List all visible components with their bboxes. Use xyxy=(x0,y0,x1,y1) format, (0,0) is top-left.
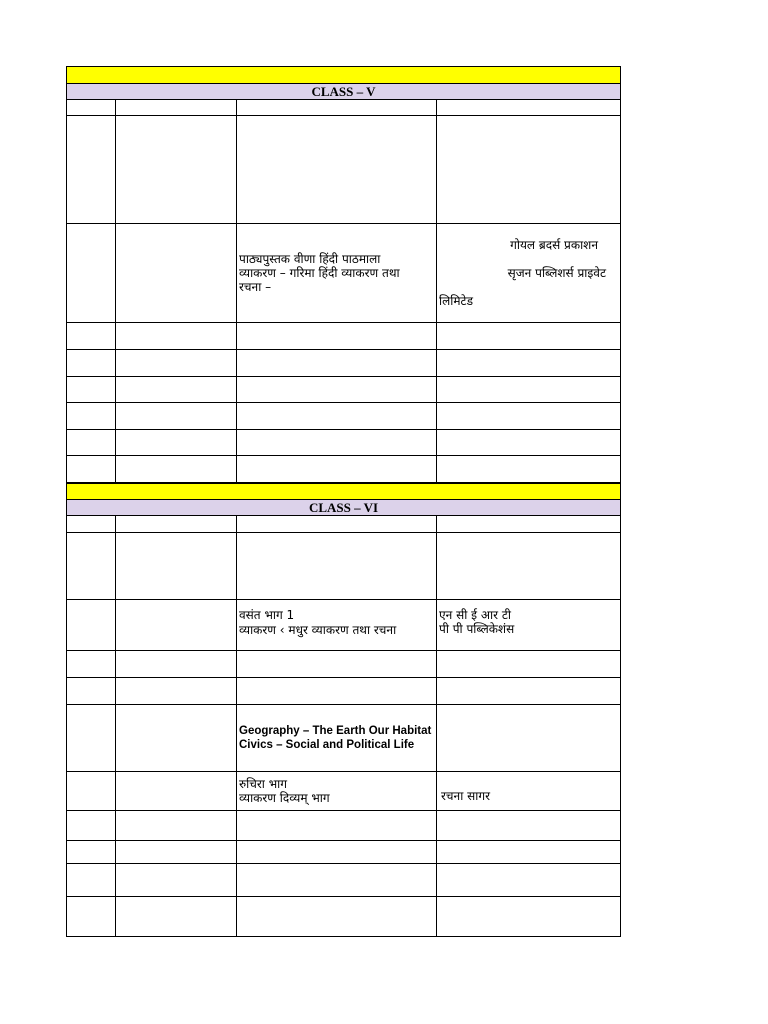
table-cell xyxy=(116,678,237,705)
table-cell xyxy=(67,377,116,403)
table-cell xyxy=(237,430,437,456)
table-row xyxy=(67,864,621,897)
table-cell xyxy=(437,377,621,403)
table-row xyxy=(67,403,621,430)
table-row-hindi xyxy=(67,224,621,323)
table-cell xyxy=(237,323,437,350)
class-vi-heading: CLASS – VI xyxy=(67,500,621,516)
table-cell xyxy=(237,100,437,116)
table-cell xyxy=(116,100,237,116)
class-v-yellow-header xyxy=(67,67,621,84)
table-row xyxy=(67,678,621,705)
table-row xyxy=(67,430,621,456)
table-row xyxy=(67,456,621,483)
table-cell xyxy=(437,430,621,456)
class-vi-table xyxy=(66,483,621,937)
table-row xyxy=(67,651,621,678)
table-cell xyxy=(67,116,116,224)
table-row xyxy=(67,897,621,937)
table-cell xyxy=(67,705,116,772)
table-cell xyxy=(67,678,116,705)
class-vi-hindi-books: वसंत भाग 1 व्याकरण ‹ मधुर व्याकरण तथा रचना xyxy=(237,600,437,651)
table-cell xyxy=(116,705,237,772)
table-cell xyxy=(437,516,621,533)
table-cell xyxy=(67,350,116,377)
table-cell xyxy=(237,841,437,864)
table-cell xyxy=(116,323,237,350)
table-cell xyxy=(237,456,437,483)
table-cell xyxy=(116,897,237,937)
table-cell xyxy=(437,100,621,116)
table-row xyxy=(67,100,621,116)
table-cell xyxy=(116,430,237,456)
table-cell xyxy=(67,533,116,600)
class-v-publisher-line-3: लिमिटेड xyxy=(439,294,473,308)
table-cell xyxy=(116,533,237,600)
table-cell xyxy=(237,897,437,937)
table-cell xyxy=(437,705,621,772)
table-cell xyxy=(237,516,437,533)
table-cell xyxy=(67,430,116,456)
table-cell xyxy=(67,864,116,897)
table-cell xyxy=(116,811,237,841)
table-cell xyxy=(67,516,116,533)
table-cell xyxy=(116,116,237,224)
table-row xyxy=(67,533,621,600)
table-row-sanskrit xyxy=(67,772,621,811)
class-v-publisher-line-1: गोयल ब्रदर्स प्रकाशन xyxy=(510,238,598,252)
table-cell xyxy=(116,456,237,483)
table-cell xyxy=(237,350,437,377)
table-row xyxy=(67,116,621,224)
table-cell xyxy=(237,864,437,897)
table-cell xyxy=(437,323,621,350)
class-vi-sanskrit-books: रुचिरा भाग व्याकरण दिव्यम् भाग xyxy=(237,772,437,811)
table-row xyxy=(67,350,621,377)
table-cell xyxy=(237,811,437,841)
table-cell xyxy=(116,516,237,533)
table-row-social xyxy=(67,705,621,772)
table-cell xyxy=(437,864,621,897)
class-v-heading: CLASS – V xyxy=(67,84,621,100)
table-cell xyxy=(67,841,116,864)
table-cell xyxy=(116,841,237,864)
table-cell xyxy=(116,350,237,377)
table-cell xyxy=(67,100,116,116)
table-cell xyxy=(437,841,621,864)
table-cell xyxy=(67,651,116,678)
table-cell xyxy=(237,403,437,430)
table-cell xyxy=(437,678,621,705)
table-row xyxy=(67,516,621,533)
table-cell xyxy=(116,772,237,811)
table-cell xyxy=(67,224,116,323)
table-cell xyxy=(67,897,116,937)
table-cell xyxy=(116,651,237,678)
table-cell xyxy=(437,350,621,377)
class-v-title-row xyxy=(67,84,621,100)
class-vi-title-row xyxy=(67,500,621,516)
class-v-table xyxy=(66,66,621,483)
table-cell xyxy=(237,651,437,678)
class-v-hindi-books: पाठ्यपुस्तक वीणा हिंदी पाठमाला व्याकरण – गरिमा हिंदी व्याकरण तथा रचना – xyxy=(237,224,437,323)
table-cell xyxy=(67,772,116,811)
table-cell xyxy=(237,116,437,224)
table-cell xyxy=(67,456,116,483)
table-cell xyxy=(67,403,116,430)
table-cell xyxy=(67,323,116,350)
table-cell xyxy=(437,897,621,937)
table-cell xyxy=(437,116,621,224)
table-row xyxy=(67,811,621,841)
table-cell xyxy=(116,600,237,651)
table-row xyxy=(67,323,621,350)
table-cell xyxy=(437,403,621,430)
table-cell xyxy=(116,224,237,323)
class-vi-yellow-header xyxy=(67,484,621,500)
class-vi-table-block xyxy=(66,483,620,937)
table-cell xyxy=(116,864,237,897)
table-row xyxy=(67,841,621,864)
table-cell xyxy=(116,403,237,430)
class-v-yellow-cell xyxy=(67,67,621,84)
class-v-hindi-publishers xyxy=(437,224,621,323)
table-row-hindi xyxy=(67,600,621,651)
table-row xyxy=(67,377,621,403)
table-cell xyxy=(67,811,116,841)
class-v-publisher-line-2: सृजन पब्लिशर्स प्राइवेट xyxy=(507,266,606,280)
table-cell xyxy=(437,651,621,678)
class-v-table-block xyxy=(66,66,620,483)
table-cell xyxy=(437,533,621,600)
table-cell xyxy=(116,377,237,403)
class-vi-sanskrit-publishers: रचना सागर xyxy=(437,772,621,811)
table-cell xyxy=(237,377,437,403)
table-cell xyxy=(67,600,116,651)
table-cell xyxy=(237,533,437,600)
table-cell xyxy=(437,456,621,483)
class-vi-social-books: Geography – The Earth Our Habitat Civics – Social and Political Life xyxy=(237,705,437,772)
table-cell xyxy=(237,678,437,705)
class-vi-hindi-publishers: एन सी ई आर टी पी पी पब्लिकेशंस xyxy=(437,600,621,651)
class-vi-yellow-cell xyxy=(67,484,621,500)
table-cell xyxy=(437,811,621,841)
